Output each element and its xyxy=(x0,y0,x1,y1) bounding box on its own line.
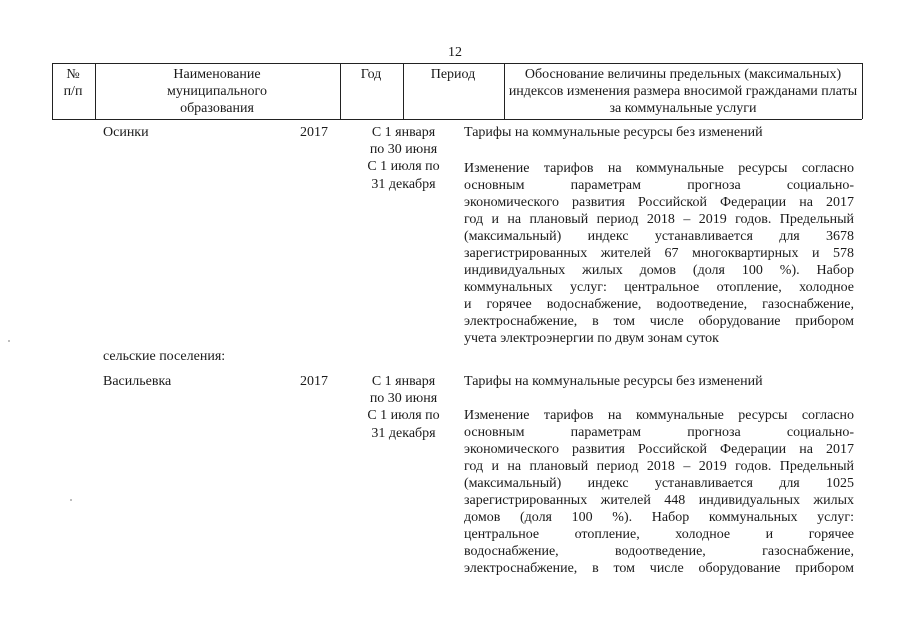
text-line: Изменение тарифов на коммунальные ресурсы согласно xyxy=(464,161,854,176)
text-line: домов (доля 100 %). Набор коммунальных услуг: xyxy=(464,510,854,525)
row-osinki-year: 2017 xyxy=(300,125,328,140)
period-line: по 30 июня xyxy=(369,142,438,157)
text-line: (максимальный) индекс устанавливается для 3678 xyxy=(464,229,854,244)
period-line: С 1 июля по xyxy=(367,159,440,174)
header-name xyxy=(95,64,339,119)
scan-mark xyxy=(8,340,10,342)
text-line: (максимальный) индекс устанавливается для 1025 xyxy=(464,476,854,491)
header-period xyxy=(403,64,503,119)
row-osinki-text2 xyxy=(464,160,854,347)
text-line: Изменение тарифов на коммунальные ресурсы согласно xyxy=(464,408,854,423)
section-label: сельские поселения: xyxy=(103,349,226,364)
header-just-line: Обоснование величины предельных (максимальных) xyxy=(524,67,842,82)
header-name-line: Наименование xyxy=(173,67,261,82)
header-year-text: Год xyxy=(360,67,382,82)
period-line: 31 декабря xyxy=(371,177,436,192)
header-just-line: за коммунальные услуги xyxy=(609,101,757,116)
text-line: зарегистрированных жителей 448 индивидуальных жилых xyxy=(464,493,854,508)
row-vasilevka-text1: Тарифы на коммунальные ресурсы без изменений xyxy=(464,374,763,389)
period-line: С 1 января xyxy=(371,374,436,389)
header-num xyxy=(52,64,94,119)
row-vasilevka-name: Васильевка xyxy=(103,374,172,389)
table-header xyxy=(52,63,862,120)
header-just-line: индексов изменения размера вносимой гражданами платы xyxy=(508,84,858,99)
table-border-right xyxy=(862,63,863,119)
text-line: год и на плановый период 2018 – 2019 годов. Предельный xyxy=(464,212,854,227)
text-line: электроснабжение, в том числе оборудование прибором xyxy=(464,314,854,329)
row-vasilevka-year: 2017 xyxy=(300,374,328,389)
row-osinki-text1: Тарифы на коммунальные ресурсы без изменений xyxy=(464,125,763,140)
period-line: по 30 июня xyxy=(369,391,438,406)
header-year xyxy=(340,64,402,119)
page-number: 12 xyxy=(448,45,462,60)
text-line: зарегистрированных жителей 67 многоквартирных и 578 xyxy=(464,246,854,261)
row-osinki-period1 xyxy=(356,124,451,158)
header-name-line: муниципального xyxy=(167,84,267,99)
header-num-line: п/п xyxy=(63,84,83,99)
row-vasilevka-text2 xyxy=(464,407,854,577)
text-line: экономического развития Российской Федерации на 2017 xyxy=(464,195,854,210)
period-line: С 1 января xyxy=(371,125,436,140)
column-divider xyxy=(403,63,404,119)
column-divider xyxy=(504,63,505,119)
row-osinki-period2 xyxy=(356,158,451,194)
text-line: коммунальных услуг: центральное отопление, холодное xyxy=(464,280,854,295)
header-num-line: № xyxy=(66,67,80,82)
row-vasilevka-period2 xyxy=(356,407,451,443)
header-period-text: Период xyxy=(430,67,476,82)
row-vasilevka-period1 xyxy=(356,373,451,407)
text-line: индивидуальных жилых домов (доля 100 %). Набор xyxy=(464,263,854,278)
text-line: и горячее водоснабжение, водоотведение, газоснабжение, xyxy=(464,297,854,312)
text-line: центральное отопление, холодное и горячее xyxy=(464,527,854,542)
row-osinki-name: Осинки xyxy=(103,125,149,140)
header-name-line: образования xyxy=(180,101,254,116)
text-line: основным параметрам прогноза социально- xyxy=(464,425,854,440)
text-line: экономического развития Российской Федерации на 2017 xyxy=(464,442,854,457)
header-justification xyxy=(504,64,862,119)
period-line: С 1 июля по xyxy=(367,408,440,423)
column-divider xyxy=(95,63,96,119)
text-line: водоснабжение, водоотведение, газоснабжение, xyxy=(464,544,854,559)
table-border-left xyxy=(52,63,53,119)
text-line: год и на плановый период 2018 – 2019 годов. Предельный xyxy=(464,459,854,474)
column-divider xyxy=(340,63,341,119)
period-line: 31 декабря xyxy=(371,426,436,441)
text-line: учета электроэнергии по двум зонам суток xyxy=(464,331,719,346)
text-line: электроснабжение, в том числе оборудование прибором xyxy=(464,561,854,576)
text-line: основным параметрам прогноза социально- xyxy=(464,178,854,193)
scan-mark xyxy=(70,499,72,501)
